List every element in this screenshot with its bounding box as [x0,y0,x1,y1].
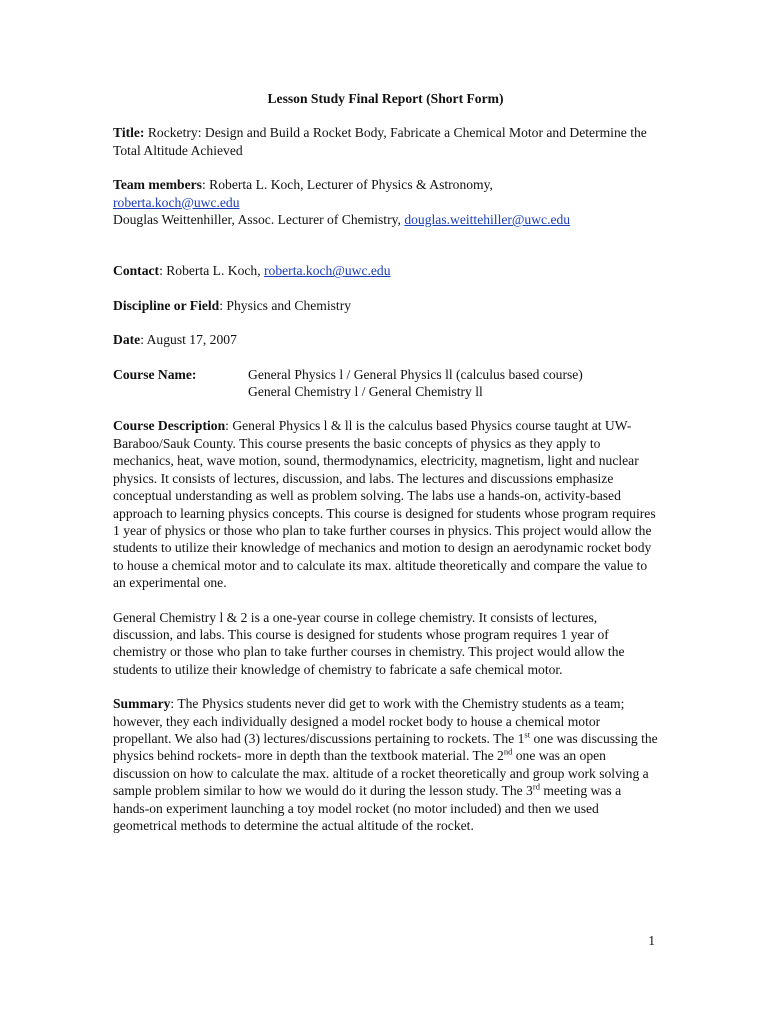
course-name-label: Course Name: [113,366,197,382]
team-member-1-email-link[interactable]: roberta.koch@uwc.edu [113,194,240,210]
summary-text-3: one was an open discussion on how to calculate the max. altitude of a rocket theoretically and group work solving a sample problem similar to how we would do it during the lesson study. The 3 [113,748,649,799]
team-member-1: : Roberta L. Koch, Lecturer of Physics & Astronomy, [201,177,493,193]
contact-text: : Roberta L. Koch, [159,263,265,279]
title-text: Rocketry: Design and Build a Rocket Body, Fabricate a Chemical Motor and Determine the Total Altitude Achieved [113,125,647,158]
course-name-row [113,366,658,401]
summary-text-4: meeting was a hands-on experiment launching a toy model rocket (no motor included) and then we used geometrical methods to determine the actual altitude of the rocket. [113,783,622,833]
summary-label: Summary [113,696,171,712]
discipline-label: Discipline or Field [113,297,220,313]
title-label: Title: [113,125,145,141]
date-text: : August 17, 2007 [140,332,237,348]
summary-text-1: : The Physics students never did get to work with the Chemistry students as a team; however, they each individually designed a model rocket body to house a chemical motor propellant. We also had (3) lectures/discussions pertaining to rockets. The 1 [113,696,625,746]
summary-superscript-3: rd [532,781,540,792]
course-description-label: Course Description [113,418,226,434]
course-name-line-2: General Chemistry l / General Chemistry ll [248,384,483,400]
team-member-2: Douglas Weittenhiller, Assoc. Lecturer of Chemistry, [113,212,405,228]
course-name-line-1: General Physics l / General Physics ll (calculus based course) [248,366,583,382]
course-name-values [248,366,658,401]
discipline-text: : Physics and Chemistry [219,297,352,313]
contact-email-link[interactable]: roberta.koch@uwc.edu [264,263,391,279]
chemistry-paragraph: General Chemistry l & 2 is a one-year course in college chemistry. It consists of lectures, discussion, and labs. This course is designed for students whose program requires 1 year of chemistry or those who plan to take further courses in chemistry. This project would allow the students to utilize their knowledge of chemistry to fabricate a safe chemical motor. [113,609,625,677]
team-members-label: Team members [113,177,202,193]
document-heading: Lesson Study Final Report (Short Form) [267,91,504,106]
course-description-text: : General Physics l & ll is the calculus based Physics course taught at UW-Baraboo/Sauk County. This course presents the basic concepts of physics as they apply to mechanics, heat, wave motion, sound, thermodynamics, electricity, magnetism, light and nuclear physics. It consists of lectures, discussion, and labs. The lectures and discussions emphasize conceptual understanding as well as problem solving. The labs use a hands-on, activity-based approach to learning physics concepts. This course is designed for students whose program requires 1 year of physics or those who plan to take further courses in physics. This project would allow the students to utilize their knowledge of mechanics and motion to design an aerodynamic rocket body to house a chemical motor and to calculate its max. altitude theoretically and compare the value to an experimental one. [113,418,656,591]
contact-label: Contact [113,263,160,279]
page-number: 1 [648,933,655,948]
summary-superscript-1: st [524,729,531,740]
date-label: Date [113,332,141,348]
team-members-paragraph [113,176,658,228]
course-description-paragraph [113,417,658,591]
summary-text-2: one was discussing the physics behind rockets- more in depth than the textbook material. The 2 [113,730,658,764]
contact-paragraph [113,262,658,279]
date-paragraph [113,331,658,348]
summary-paragraph [113,695,658,834]
discipline-paragraph [113,297,658,314]
summary-superscript-2: nd [503,746,513,757]
team-member-2-email-link[interactable]: douglas.weittehiller@uwc.edu [404,212,571,228]
title-paragraph [113,124,658,159]
